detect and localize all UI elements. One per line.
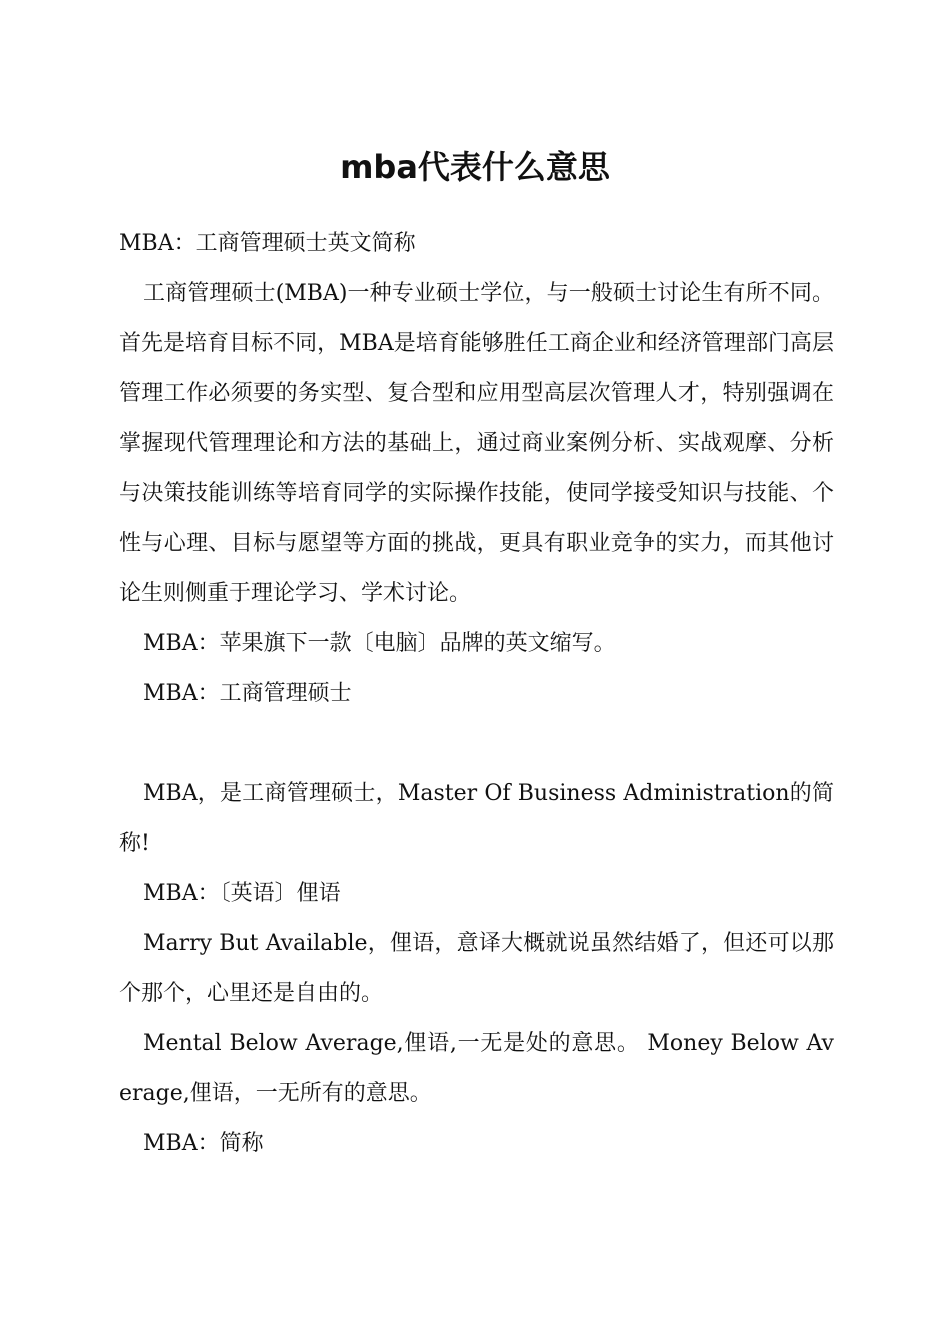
document-body [119,219,834,1169]
paragraph-4: MBA：工商管理硕士 [143,681,352,706]
paragraph-gap [119,719,834,769]
paragraph-2: 工商管理硕士(MBA)一种专业硕士学位，与一般硕士讨论生有所不同。首先是培育目标不同，MBA是培育能够胜任工商企业和经济管理部门高层管理工作必须要的务实型、复合型和应用型高层次管理人才，特别强调在掌握现代管理理论和方法的基础上，通过商业案例分析、实战观摩、分析与决策技能训练等培育同学的实际操作技能，使同学接受知识与技能、个性与心理、目标与愿望等方面的挑战，更具有职业竞争的实力，而其他讨论生则侧重于理论学习、学术讨论。 [119,281,834,606]
paragraph-1: MBA：工商管理硕士英文简称 [119,231,416,256]
paragraph-3: MBA：苹果旗下一款〔电脑〕品牌的英文缩写。 [143,631,616,656]
paragraph-6: MBA：〔英语〕俚语 [143,881,341,906]
paragraph-5: MBA，是工商管理硕士，Master Of Business Administration的简称! [119,781,834,856]
paragraph-7: Marry But Available，俚语，意译大概就说虽然结婚了，但还可以那个那个，心里还是自由的。 [119,931,834,1006]
paragraph-8: Mental Below Average,俚语,一无是处的意思。 Money Below Average,俚语，一无所有的意思。 [119,1031,834,1106]
paragraph-9: MBA：简称 [143,1131,264,1156]
document-title: mba代表什么意思 [340,148,610,186]
